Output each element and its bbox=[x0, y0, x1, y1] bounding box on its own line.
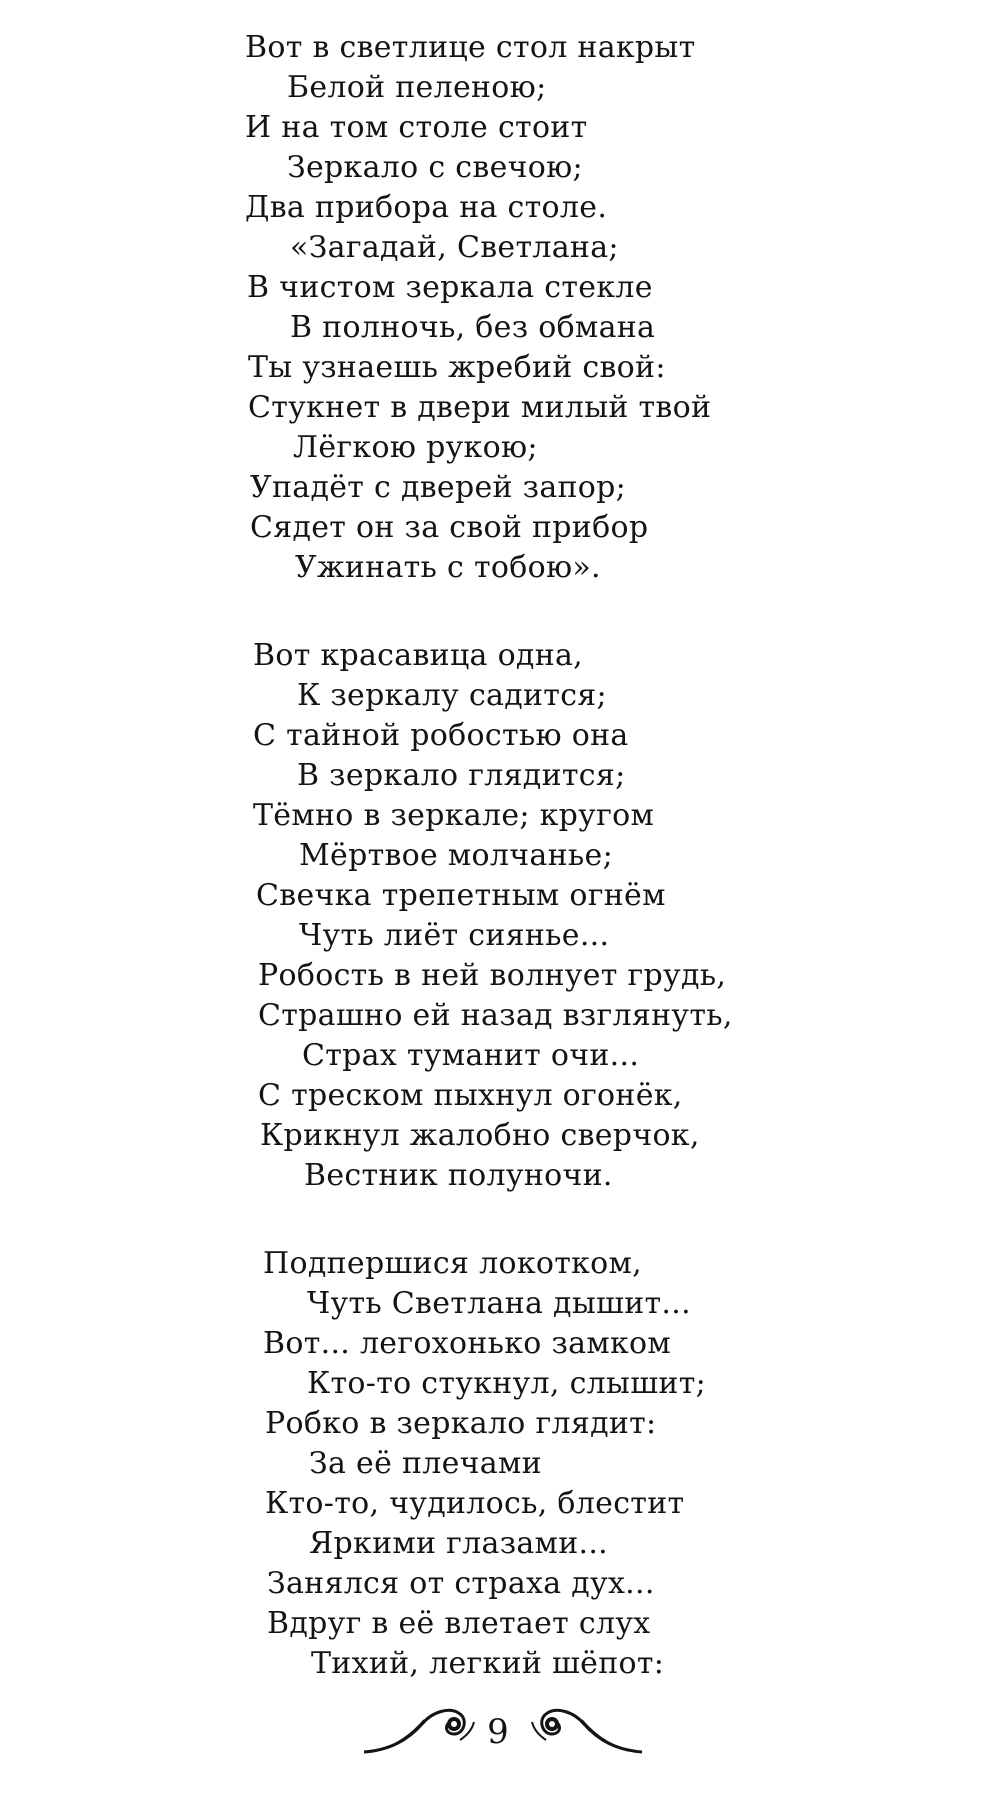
verse-line: «Загадай, Светлана; bbox=[290, 230, 619, 265]
verse-line: Тихий, легкий шёпот: bbox=[311, 1646, 665, 1681]
verse-line: Белой пеленою; bbox=[287, 70, 547, 105]
verse-line: Яркими глазами... bbox=[309, 1526, 608, 1561]
verse-line: Свечка трепетным огнём bbox=[256, 878, 666, 913]
verse-line: Зеркало с свечою; bbox=[287, 150, 583, 185]
verse-line: И на том столе стоит bbox=[245, 110, 588, 145]
verse-line: Вот... легохонько замком bbox=[263, 1326, 672, 1361]
verse-line: Стукнет в двери милый твой bbox=[248, 390, 712, 425]
verse-line: Вдруг в её влетает слух bbox=[267, 1606, 651, 1641]
verse-line: Крикнул жалобно сверчок, bbox=[260, 1118, 700, 1153]
verse-line: Страшно ей назад взглянуть, bbox=[258, 998, 733, 1033]
verse-line: Вестник полуночи. bbox=[304, 1158, 613, 1193]
verse-line: Вот красавица одна, bbox=[253, 638, 584, 673]
verse-line: В полночь, без обмана bbox=[290, 310, 656, 345]
verse-line: Тёмно в зеркале; кругом bbox=[253, 798, 655, 833]
verse-line: Занялся от страха дух... bbox=[267, 1566, 655, 1601]
verse-line: С треском пыхнул огонёк, bbox=[258, 1078, 683, 1113]
swirl-ornament-left-icon bbox=[360, 1700, 478, 1760]
verse-line: Ты узнаешь жребий свой: bbox=[248, 350, 666, 385]
verse-line: Подпершися локотком, bbox=[263, 1246, 643, 1281]
verse-line: Вот в светлице стол накрыт bbox=[245, 30, 696, 65]
verse-line: В чистом зеркала стекле bbox=[247, 270, 653, 305]
verse-line: Сядет он за свой прибор bbox=[250, 510, 649, 545]
verse-line: С тайной робостью она bbox=[253, 718, 629, 753]
verse-line: Ужинать с тобою». bbox=[295, 550, 601, 585]
verse-line: Чуть лиёт сиянье... bbox=[299, 918, 610, 953]
verse-line: Упадёт с дверей запор; bbox=[250, 470, 627, 505]
verse-line: Два прибора на столе. bbox=[245, 190, 608, 225]
verse-line: Кто-то стукнул, слышит; bbox=[307, 1366, 707, 1401]
verse-line: Мёртвое молчанье; bbox=[299, 838, 613, 873]
verse-line: В зеркало глядится; bbox=[297, 758, 626, 793]
page-number: 9 bbox=[487, 1712, 509, 1752]
verse-line: Робко в зеркало глядит: bbox=[265, 1406, 657, 1441]
swirl-ornament-right-icon bbox=[528, 1700, 646, 1760]
page-footer bbox=[360, 1700, 650, 1770]
verse-line: За её плечами bbox=[309, 1446, 542, 1481]
verse-line: Страх туманит очи... bbox=[302, 1038, 640, 1073]
verse-line: Лёгкою рукою; bbox=[293, 430, 538, 465]
verse-line: Робость в ней волнует грудь, bbox=[258, 958, 727, 993]
verse-line: Чуть Светлана дышит... bbox=[307, 1286, 691, 1321]
verse-line: К зеркалу садится; bbox=[297, 678, 607, 713]
verse-line: Кто-то, чудилось, блестит bbox=[265, 1486, 685, 1521]
